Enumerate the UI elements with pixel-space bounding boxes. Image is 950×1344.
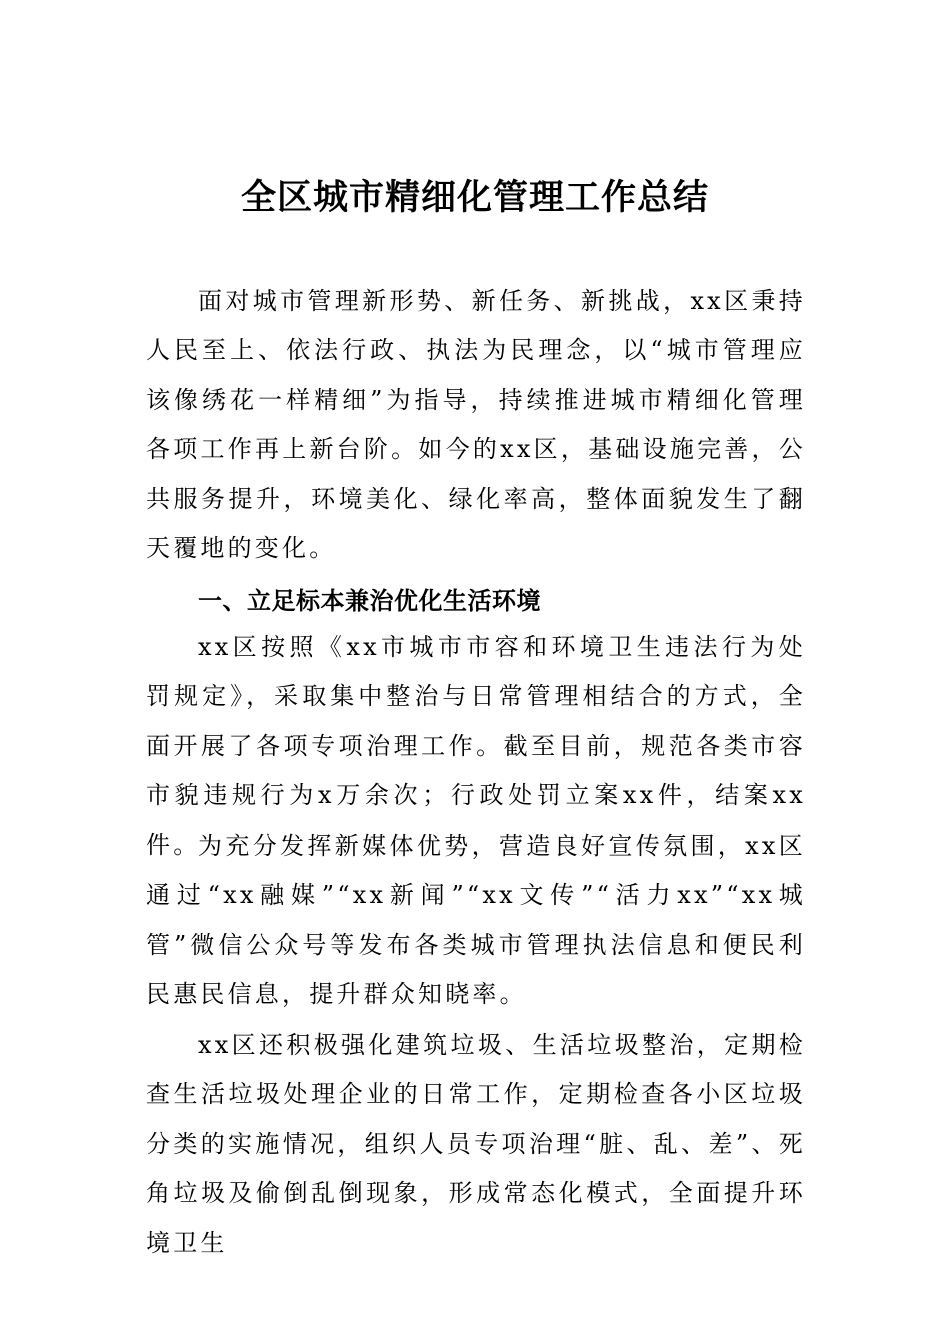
intro-paragraph: 面对城市管理新形势、新任务、新挑战，xx区秉持人民至上、依法行政、执法为民理念，以“城市管理应该像绣花一样精细”为指导，持续推进城市精细化管理各项工作再上新台阶。如今的xx区，基础设施完善，公共服务提升，环境美化、绿化率高，整体面貌发生了翻天覆地的变化。 (146, 287, 806, 563)
document-title: 全区城市精细化管理工作总结 (240, 177, 709, 218)
section-paragraph: xx区按照《xx市城市市容和环境卫生违法行为处罚规定》，采取集中整治与日常管理相结合的方式，全面开展了各项专项治理工作。截至目前，规范各类市容市貌违规行为x万余次；行政处罚立案xx件，结案xx件。 (146, 633, 806, 859)
section-paragraph: 为充分发挥新媒体优势，营造良好宣传氛围，xx区通过“xx融媒”“xx新闻”“xx文传”“活力xx”“xx城管”微信公众号等发布各类城市管理执法信息和便民利民惠民信息，提升群众知晓率。 (146, 832, 806, 1009)
section-heading: 一、立足标本兼治优化生活环境 (198, 587, 541, 615)
section-paragraph: xx区还积极强化建筑垃圾、生活垃圾整治，定期检查生活垃圾处理企业的日常工作，定期检查各小区垃圾分类的实施情况，组织人员专项治理“脏、乱、差”、死角垃圾及偷倒乱倒现象，形成常态化模式，全面提升环境卫生 (146, 1031, 806, 1257)
